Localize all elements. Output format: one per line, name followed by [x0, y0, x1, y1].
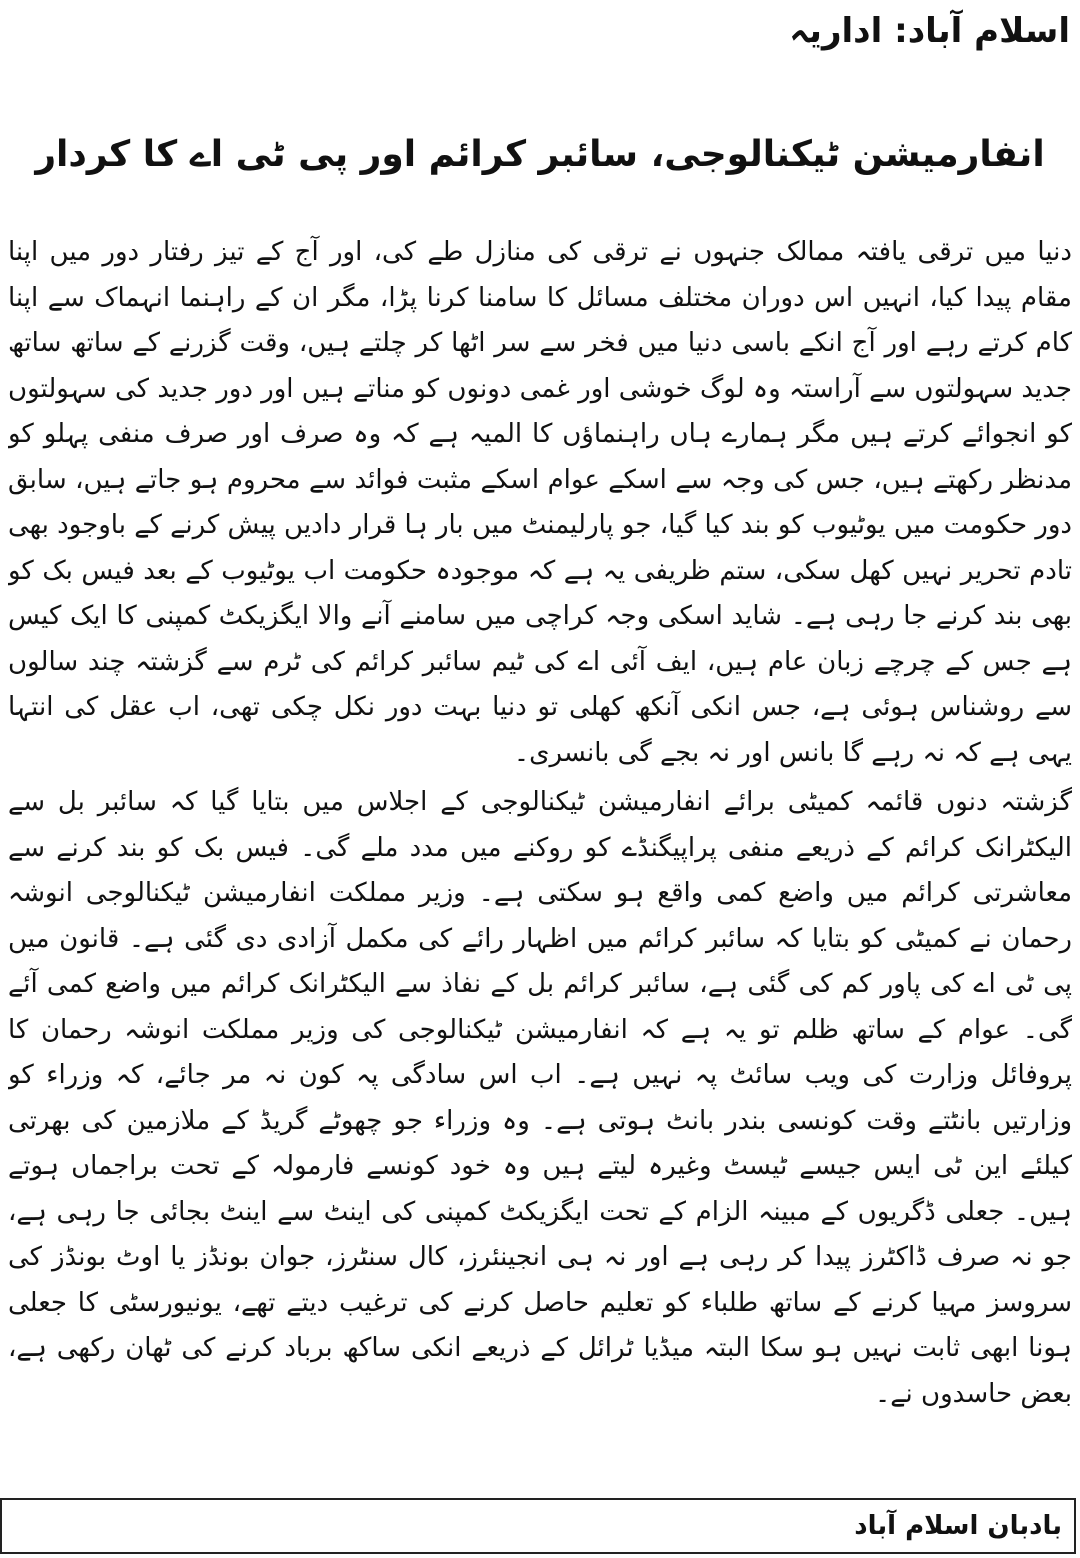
page-title: انفارمیشن ٹیکنالوجی، سائبر کرائم اور پی ٹی اے کا کردار — [35, 134, 1045, 175]
source-box — [0, 1498, 1076, 1554]
article-paragraph-1: دنیا میں ترقی یافتہ ممالک جنہوں نے ترقی کی منازل طے کی، اور آج کے تیز رفتار دور میں اپنا مقام پیدا کیا، انہیں اس دوران مختلف مسائل کا سامنا کرنا پڑا، مگر ان کے راہنما انہماک سے اپنا کام کرتے رہے اور آج انکے باسی دنیا میں فخر سے سر اٹھا کر چلتے ہیں، وقت گزرنے کے ساتھ ساتھ جدید سہولتوں سے آراستہ وہ لوگ خوشی اور غمی دونوں کو مناتے ہیں اور دور جدید کی سہولتوں کو انجوائے کرتے ہیں مگر ہمارے ہاں راہنماؤں کا المیہ ہے کہ وہ صرف اور صرف منفی پہلو کو مدنظر رکھتے ہیں، جس کی وجہ سے اسکے عوام اسکے مثبت فوائد سے محروم ہو جاتے ہیں، سابق دور حکومت میں یوٹیوب کو بند کیا گیا، جو پارلیمنٹ میں بار ہا قرار دادیں پیش کرنے کے باوجود بھی تادم تحریر نہیں کھل سکی، ستم ظریفی یہ ہے کہ موجودہ حکومت اب یوٹیوب کے بعد فیس بک کو بھی بند کرنے جا رہی ہے۔ شاید اسکی وجہ کراچی میں سامنے آنے والا ایگزیکٹ کمپنی کا ایک کیس ہے جس کے چرچے زبان عام ہیں، ایف آئی اے کی ٹیم سائبر کرائم کی ٹرم سے گزشتہ چند سالوں سے روشناس ہوئی ہے، جس انکی آنکھ کھلی تو دنیا بہت دور نکل چکی تھی، اب عقل کی انتہا یہی ہے کہ نہ رہے گا بانس اور نہ بجے گی بانسری۔ — [8, 237, 1072, 768]
article-paragraph-2: گزشتہ دنوں قائمہ کمیٹی برائے انفارمیشن ٹیکنالوجی کے اجلاس میں بتایا گیا کہ سائبر بل سے الیکٹرانک کرائم کے ذریعے منفی پراپیگنڈے کو روکنے میں مدد ملے گی۔ فیس بک کو بند کرنے سے معاشرتی کرائم میں واضع کمی واقع ہو سکتی ہے۔ وزیر مملکت انفارمیشن ٹیکنالوجی انوشہ رحمان نے کمیٹی کو بتایا کہ سائبر کرائم میں اظہار رائے کی مکمل آزادی دی گئی ہے۔ قانون میں پی ٹی اے کی پاور کم کی گئی ہے، سائبر کرائم بل کے نفاذ سے الیکٹرانک کرائم میں واضع کمی آئے گی۔ عوام کے ساتھ ظلم تو یہ ہے کہ انفارمیشن ٹیکنالوجی کی وزیر مملکت انوشہ رحمان کا پروفائل وزارت کی ویب سائٹ پہ نہیں ہے۔ اب اس سادگی پہ کون نہ مر جائے، کہ وزراء کو وزارتیں بانٹتے وقت کونسی بندر بانٹ ہوتی ہے۔ وہ وزراء جو چھوٹے گریڈ کے ملازمین کی بھرتی کیلئے این ٹی ایس جیسے ٹیسٹ وغیرہ لیتے ہیں وہ خود کونسے فارمولہ کے تحت براجماں ہوتے ہیں۔ جعلی ڈگریوں کے مبینہ الزام کے تحت ایگزیکٹ کمپنی کی اینٹ سے اینٹ بجائی جا رہی ہے، جو نہ صرف ڈاکٹرز پیدا کر رہی ہے اور نہ ہی انجینئرز، کال سنٹرز، جوان بونڈز یا اوٹ بونڈز کی سروسز مہیا کرنے کے ساتھ طلباء کو تعلیم حاصل کرنے کی ترغیب دیتے تھے، یونیورسٹی کا جعلی ہونا ابھی ثابت نہیں ہو سکا البتہ میڈیا ٹرائل کے ذریعے انکی ساکھ برباد کرنے کی ٹھان رکھی ہے، بعض حاسدوں نے۔ — [8, 787, 1072, 1409]
dateline: اسلام آباد: اداریہ — [789, 11, 1070, 51]
source-label: بادبان اسلام آباد — [854, 1511, 1062, 1541]
article-body — [8, 230, 1072, 1460]
